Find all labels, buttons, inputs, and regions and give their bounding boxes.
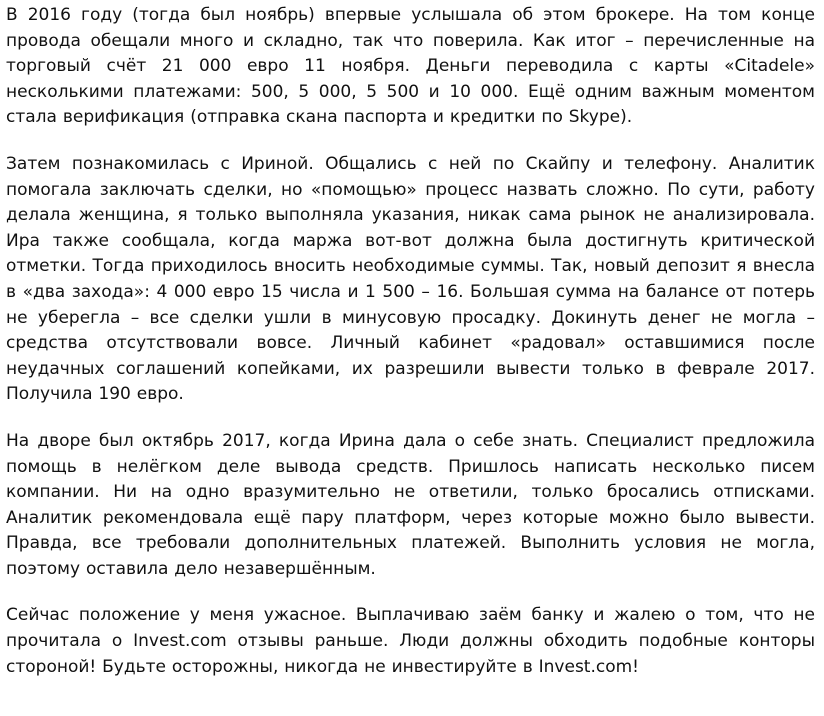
paragraph-verification: В 2016 году (тогда был ноябрь) впервые услышала об этом брокере. На том конце провода обещали много и складно, так что поверила. Как итог – перечисленные на торговый счёт 21 000 евро 11 ноября. Деньги переводила с карты «Citadele» несколькими платежами: 500, 5 000, 5 500 и 10 000. Ещё одним важным моментом стала верификация (отправка скана паспорта и кредитки по Skype). — [6, 5, 815, 128]
paragraph-analyst-irina: Затем познакомилась с Ириной. Общались с ней по Скайпу и телефону. Аналитик помогала заключать сделки, но «помощью» процесс назвать сложно. По сути, работу делала женщина, я только выполняла указания, никак сама рынок не анализировала. Ира также сообщала, когда маржа вот-вот должна была достигнуть критической отметки. Тогда приходилось вносить необходимые суммы. Так, новый депозит я внесла в «два захода»: 4 000 евро 15 числа и 1 500 – 16. Большая сумма на балансе от потерь не уберегла – все сделки ушли в минусовую просадку. Докинуть денег не могла – средства отсутствовали вовсе. Личный кабинет «радовал» оставшимися после неудачных соглашений копейками, их разрешили вывести только в феврале 2017. Получила 190 евро. — [6, 153, 815, 405]
paragraph-withdrawal-attempt: На дворе был октябрь 2017, когда Ирина дала о себе знать. Специалист предложила помощь в нелёгком деле вывода средств. Пришлось написать несколько писем компании. Ни на одно вразумительно не ответили, только бросались отписками. Аналитик рекомендовала ещё пару платформ, через которые можно было вывести. Правда, все требовали дополнительных платежей. Выполнить условия не могла, поэтому оставила дело незавершённым. — [6, 430, 815, 579]
paragraph-warning: Сейчас положение у меня ужасное. Выплачиваю заём банку и жалею о том, что не прочитала о Invest.com отзывы раньше. Люди должны обходить подобные конторы стороной! Будьте осторожны, никогда не инвестируйте в Invest.com! — [6, 605, 815, 677]
